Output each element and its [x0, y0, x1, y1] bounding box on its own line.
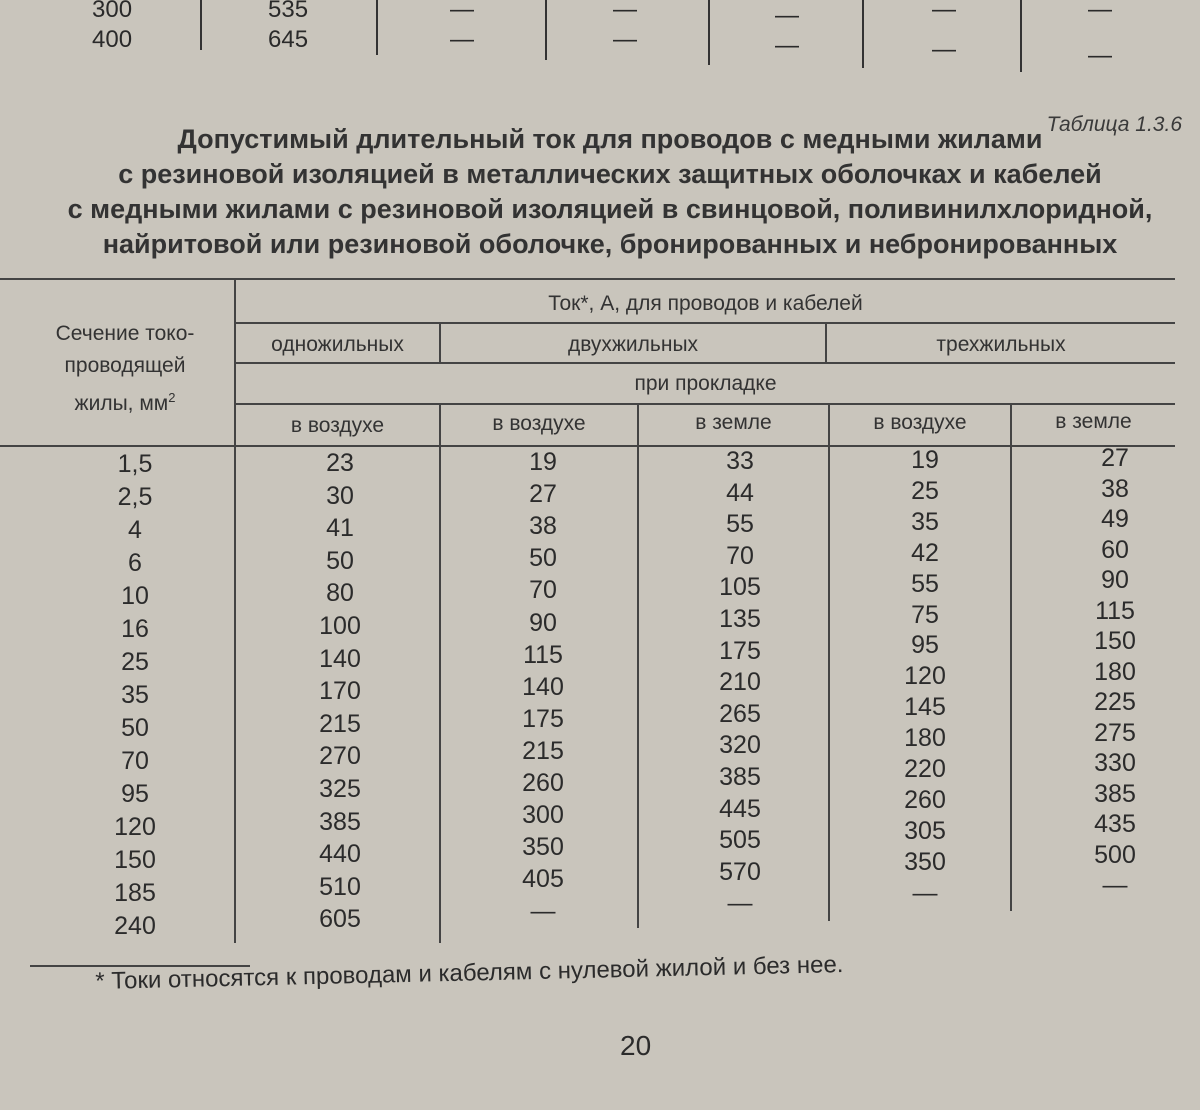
title-line: найритовой или резиновой оболочке, бронированных и небронированных	[102, 229, 1118, 259]
single-core-air-cell: 50	[326, 546, 354, 575]
column-divider	[637, 403, 639, 928]
three-core-ground-cell: 38	[1101, 474, 1129, 503]
dash-value: —	[1088, 0, 1112, 23]
three-core-air-cell: 42	[911, 538, 939, 567]
section-cell: 4	[128, 516, 142, 544]
unit-superscript: 2	[168, 390, 176, 405]
section-header-line: проводящей	[64, 354, 186, 377]
subheader-air: в воздухе	[873, 411, 967, 434]
two-core-ground-cell: 55	[726, 510, 754, 539]
current-value: 645	[268, 26, 309, 53]
two-core-ground-cell: 505	[719, 826, 761, 855]
single-core-air-cell: 510	[319, 872, 361, 901]
prev-table-row	[0, 0, 1200, 29]
single-core-air-cell: 140	[319, 644, 361, 673]
single-core-air-cell: 100	[319, 612, 361, 640]
single-core-air-cell: 270	[319, 742, 361, 771]
dash-value: —	[613, 0, 637, 23]
two-core-ground-cell: 70	[726, 541, 754, 570]
three-core-air-cell: 55	[911, 569, 939, 598]
section-header-line: жилы, мм	[74, 392, 169, 415]
single-core-header: одножильных	[271, 333, 404, 356]
two-core-air-cell: 215	[522, 736, 564, 765]
section-cell: 150	[114, 846, 156, 874]
single-core-air-cell: 30	[326, 481, 354, 510]
two-core-ground-cell: 44	[726, 478, 754, 507]
two-core-ground-cell: 210	[719, 668, 761, 697]
section-value: 400	[92, 26, 133, 53]
section-cell: 95	[121, 780, 149, 808]
three-core-ground-cell: 500	[1094, 840, 1136, 869]
single-core-air-cell: 80	[326, 579, 354, 608]
two-core-air-cell: 19	[529, 448, 557, 476]
single-core-air-cell: 41	[326, 514, 354, 543]
dash-value: —	[1088, 42, 1112, 69]
subheader-air: в воздухе	[492, 412, 586, 435]
subheader-ground: в земле	[695, 411, 772, 434]
page-number: 20	[620, 1030, 652, 1061]
subheader-ground: в земле	[1055, 410, 1132, 433]
dash-value: —	[450, 26, 474, 53]
three-core-air-cell: —	[912, 878, 938, 907]
current-value: 535	[268, 0, 309, 23]
section-cell: 6	[128, 549, 142, 577]
three-core-ground-cell: 115	[1095, 596, 1135, 625]
three-core-air-cell: 75	[911, 600, 939, 629]
three-core-air-cell: 145	[904, 693, 946, 722]
subheader-air: в воздухе	[290, 414, 385, 437]
three-core-air-cell: 95	[911, 631, 939, 660]
column-divider	[1010, 403, 1012, 911]
two-core-air-cell: 27	[529, 480, 557, 509]
title-line: с медными жилами с резиновой изоляцией в свинцовой, поливинилхлоридной,	[67, 194, 1153, 224]
three-core-ground-cell: 180	[1094, 657, 1136, 686]
column-divider	[828, 403, 830, 921]
section-cell: 50	[121, 714, 149, 742]
section-cell: 70	[121, 747, 149, 775]
two-core-header: двухжильных	[567, 333, 699, 356]
three-core-ground-cell: 27	[1101, 444, 1129, 472]
single-core-air-cell: 170	[319, 677, 361, 706]
two-core-ground-cell: 570	[719, 857, 761, 886]
header-rule	[236, 403, 1175, 405]
section-cell: 10	[121, 582, 149, 610]
three-core-air-cell: 180	[904, 724, 946, 753]
two-core-ground-cell: —	[727, 889, 753, 918]
title-line: Допустимый длительный ток для проводов с медными жилами	[177, 124, 1043, 154]
two-core-air-cell: 115	[523, 640, 563, 669]
laying-header: при прокладке	[634, 372, 777, 395]
single-core-air-cell: 325	[319, 775, 361, 803]
table-number: Таблица 1.3.6	[1046, 113, 1182, 136]
two-core-ground-cell: 33	[726, 447, 754, 475]
three-core-ground-cell: 330	[1094, 749, 1136, 777]
three-core-ground-cell: 275	[1094, 718, 1136, 747]
three-core-ground-cell: 49	[1101, 505, 1129, 533]
single-core-air-cell: 385	[319, 807, 361, 836]
single-core-air-cell: 23	[326, 449, 354, 477]
two-core-air-cell: 300	[522, 801, 564, 830]
three-core-ground-cell: 90	[1101, 566, 1129, 594]
three-core-ground-cell: 225	[1094, 688, 1136, 716]
three-core-ground-cell: 150	[1094, 627, 1136, 655]
two-core-air-cell: 405	[522, 865, 564, 894]
dash-value: —	[613, 26, 637, 53]
table-title	[20, 122, 1200, 262]
two-core-ground-cell: 320	[719, 731, 761, 760]
column-divider	[439, 403, 441, 943]
two-core-air-cell: 70	[529, 576, 557, 605]
current-header: Ток*, А, для проводов и кабелей	[548, 292, 863, 315]
two-core-air-cell: 140	[522, 672, 564, 701]
three-core-ground-cell: 60	[1101, 535, 1129, 564]
three-core-ground-cell: —	[1102, 871, 1128, 899]
section-value: 300	[92, 0, 133, 23]
section-cell: 16	[121, 615, 149, 643]
two-core-ground-cell: 105	[719, 573, 761, 602]
dash-value: —	[775, 2, 799, 29]
section-cell: 1,5	[117, 450, 153, 478]
three-core-ground-cell: 385	[1094, 779, 1136, 808]
three-core-air-cell: 25	[911, 476, 939, 505]
two-core-air-cell: 90	[529, 608, 557, 637]
single-core-air-cell: 605	[319, 905, 361, 934]
table-top-rule	[0, 278, 1175, 280]
three-core-header: трехжильных	[936, 333, 1066, 356]
header-rule	[236, 322, 1175, 324]
dash-value: —	[932, 0, 956, 23]
dash-value: —	[932, 36, 956, 63]
two-core-air-cell: 260	[522, 769, 564, 797]
three-core-air-cell: 350	[904, 847, 946, 876]
two-core-ground-cell: 265	[719, 699, 761, 728]
three-core-air-cell: 35	[911, 507, 939, 536]
two-core-ground-cell: 175	[719, 636, 761, 665]
section-cell: 240	[114, 912, 156, 940]
section-cell: 35	[121, 681, 149, 709]
two-core-ground-cell: 445	[719, 794, 761, 823]
title-line: с резиновой изоляцией в металлических защитных оболочках и кабелей	[118, 159, 1102, 189]
section-header	[20, 318, 230, 420]
three-core-air-cell: 120	[904, 662, 946, 691]
single-core-air-cell: 215	[319, 709, 361, 738]
prev-table-row	[0, 26, 1200, 69]
two-core-air-cell: 50	[529, 544, 557, 573]
section-header-unit	[20, 382, 230, 420]
two-core-air-cell: 350	[522, 833, 564, 862]
section-cell: 185	[114, 879, 156, 907]
section-cell: 120	[114, 813, 156, 841]
three-core-air-cell: 220	[904, 755, 946, 783]
section-cell: 25	[121, 648, 149, 676]
footnote: * Токи относятся к проводам и кабелям с нулевой жилой и без нее.	[95, 951, 844, 995]
two-core-air-cell: 175	[522, 704, 564, 733]
previous-table-fragment	[0, 0, 1200, 80]
two-core-ground-cell: 135	[719, 605, 761, 633]
section-header-line: Сечение токо-	[55, 322, 195, 345]
three-core-air-cell: 19	[911, 446, 939, 474]
dash-value: —	[450, 0, 474, 23]
three-core-ground-cell: 435	[1094, 810, 1136, 838]
header-rule	[236, 362, 1175, 364]
three-core-air-cell: 305	[904, 816, 946, 845]
dash-value: —	[775, 32, 799, 59]
section-cell: 2,5	[117, 483, 153, 511]
three-core-air-cell: 260	[904, 785, 946, 814]
two-core-air-cell: 38	[529, 512, 557, 541]
two-core-ground-cell: 385	[719, 763, 761, 791]
two-core-air-cell: —	[530, 897, 556, 926]
single-core-air-cell: 440	[319, 840, 361, 869]
